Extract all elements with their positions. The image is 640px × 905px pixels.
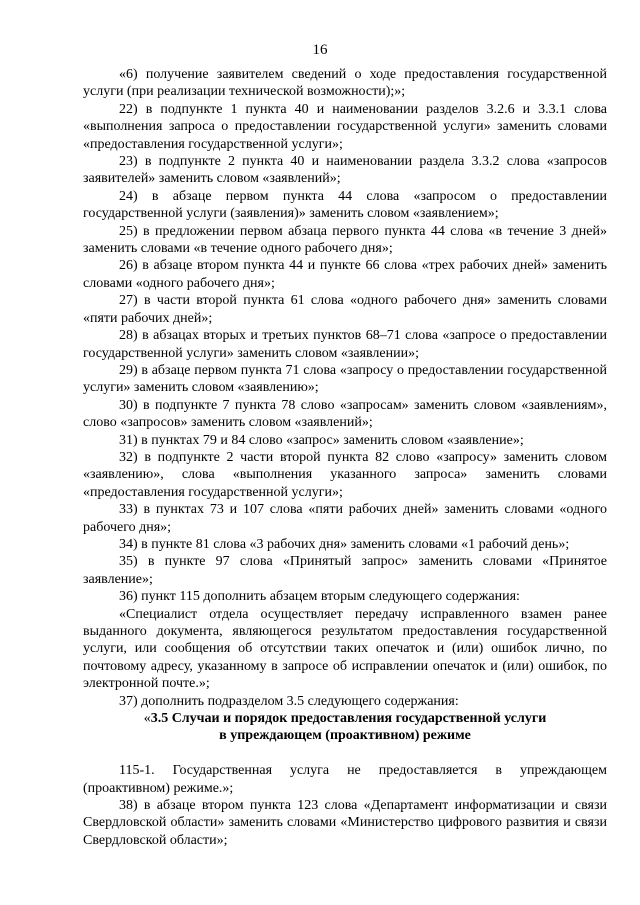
paragraph-item-33: 33) в пунктах 73 и 107 слова «пяти рабочих дней» заменить словами «одного рабочего дня»; bbox=[83, 502, 607, 535]
paragraph-item-26: 26) в абзаце втором пункта 44 и пункте 66 слова «трех рабочих дней» заменить словами «одного рабочего дня»; bbox=[83, 258, 607, 291]
paragraph-item-23: 23) в подпункте 2 пункта 40 и наименовании раздела 3.3.2 слова «запросов заявителей» заменить словом «заявлений»; bbox=[83, 154, 607, 187]
paragraph-item-28: 28) в абзацах вторых и третьих пунктов 68–71 слова «запросе о предоставлении государственной услуги» заменить словом «заявлении»; bbox=[83, 328, 607, 361]
paragraph-item-24: 24) в абзаце первом пункта 44 слова «запросом о предоставлении государственной услуги (заявления)» заменить словом «заявлением»; bbox=[83, 188, 607, 222]
section-heading-quote: « bbox=[143, 711, 151, 727]
paragraph-item-27: 27) в части второй пункта 61 слова «одного рабочего дня» заменить словами «пяти рабочих дней»; bbox=[83, 293, 607, 326]
paragraph-item-30: 30) в подпункте 7 пункта 78 слово «запросам» заменить словом «заявлениям», слово «запросов» заменить словом «заявлений»; bbox=[83, 397, 607, 431]
paragraph-item-6: «6) получение заявителем сведений о ходе предоставления государственной услуги (при реализации технической возможности);»; bbox=[83, 67, 607, 100]
blank-line bbox=[83, 745, 607, 762]
section-heading bbox=[83, 710, 607, 727]
section-heading-line-2: в упреждающем (проактивном) режиме bbox=[219, 728, 471, 744]
paragraph-item-36: 36) пункт 115 дополнить абзацем вторым следующего содержания: bbox=[119, 589, 520, 605]
section-heading-line-1: 3.5 Случаи и порядок предоставления государственной услуги bbox=[150, 711, 547, 727]
paragraph-item-25: 25) в предложении первом абзаца первого пункта 44 слова «в течение 3 дней» заменить словами «в течение одного рабочего дня»; bbox=[83, 223, 607, 257]
paragraph-item-37: 37) дополнить подразделом 3.5 следующего содержания: bbox=[119, 693, 459, 709]
paragraph-item-35: 35) в пункте 97 слова «Принятый запрос» заменить словами «Принятое заявление»; bbox=[83, 554, 607, 587]
paragraph-item-34: 34) в пункте 81 слова «3 рабочих дня» заменить словами «1 рабочий день»; bbox=[119, 536, 570, 552]
paragraph-item-29: 29) в абзаце первом пункта 71 слова «запросу о предоставлении государственной услуги» заменить словом «заявлению»; bbox=[83, 362, 607, 396]
paragraph-quoted-text: «Специалист отдела осуществляет передачу исправленного взамен ранее выданного документа, являющегося результатом предоставления государственной услуги, или сообщения об отсутствии таких опечаток и (или) ошибок лично, по почтовому адресу, указанному в запросе об исправлении опечаток и (или) ошибок, по электронной почте.»; bbox=[83, 606, 607, 692]
paragraph-item-31: 31) в пунктах 79 и 84 слово «запрос» заменить словом «заявление»; bbox=[119, 432, 524, 448]
page-number: 16 bbox=[312, 42, 328, 58]
paragraph-item-115-1: 115-1. Государственная услуга не предоставляется в упреждающем (проактивном) режиме.»; bbox=[83, 763, 607, 796]
paragraph-item-32: 32) в подпункте 2 части второй пункта 82 слово «запросу» заменить словом «заявлению», слова «выполнения указанного запроса» заменить словами «предоставления государственной услуги»; bbox=[83, 449, 607, 500]
paragraph-item-38: 38) в абзаце втором пункта 123 слова «Департамент информатизации и связи Свердловской области» заменить словами «Министерство цифрового развития и связи Свердловской области»; bbox=[83, 798, 607, 848]
document-body bbox=[83, 66, 607, 849]
paragraph-item-22: 22) в подпункте 1 пункта 40 и наименовании разделов 3.2.6 и 3.3.1 слова «выполнения запроса о предоставлении государственной услуги» заменить словами «предоставления государственной услуги»; bbox=[83, 101, 607, 152]
